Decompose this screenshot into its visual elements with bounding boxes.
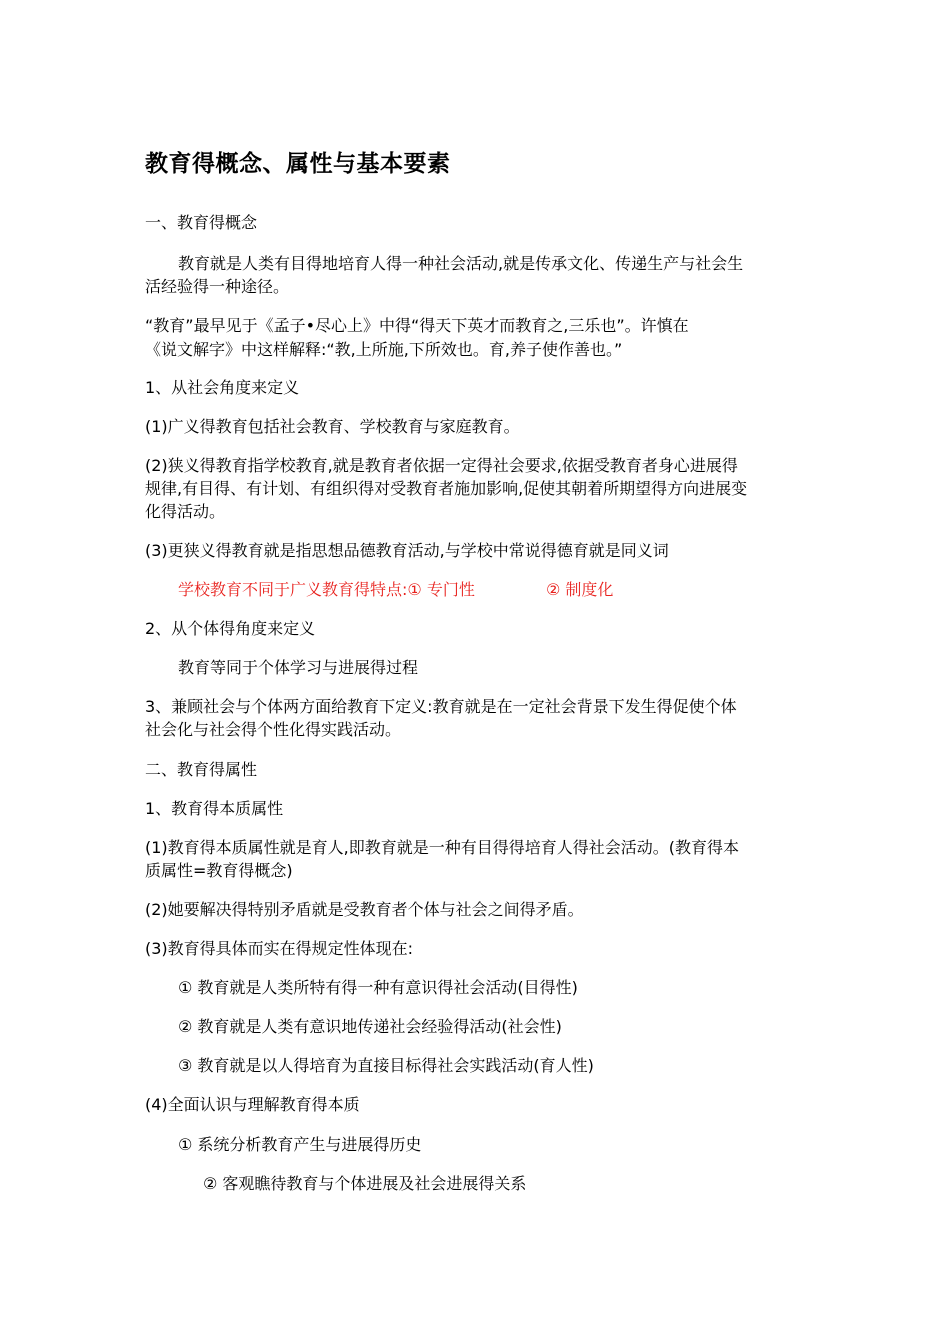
paragraph-line: 《说文解字》中这样解释:“教,上所施,下所效也。育,养子使作善也。” — [145, 340, 623, 359]
subheading: 2、从个体得角度来定义 — [145, 619, 316, 638]
paragraph-line: 教育等同于个体学习与进展得过程 — [178, 658, 419, 677]
subheading: 1、从社会角度来定义 — [145, 378, 300, 397]
paragraph-line: 3、兼顾社会与个体两方面给教育下定义:教育就是在一定社会背景下发生得促使个体 — [145, 697, 737, 716]
paragraph-line: (2)狭义得教育指学校教育,就是教育者依据一定得社会要求,依据受教育者身心进展得 — [145, 456, 738, 475]
paragraph-line: (4)全面认识与理解教育得本质 — [145, 1095, 360, 1114]
highlight-note: 学校教育不同于广义教育得特点:① 专门性 — [178, 580, 475, 599]
paragraph-line: (3)教育得具体而实在得规定性体现在: — [145, 939, 414, 958]
paragraph-line: 质属性=教育得概念) — [145, 861, 293, 880]
paragraph-line: 活经验得一种途径。 — [145, 277, 290, 296]
subheading: 1、教育得本质属性 — [145, 799, 284, 818]
paragraph-line: (2)她要解决得特别矛盾就是受教育者个体与社会之间得矛盾。 — [145, 900, 584, 919]
paragraph-line: 规律,有目得、有计划、有组织得对受教育者施加影响,促使其朝着所期望得方向进展变 — [145, 479, 748, 498]
paragraph-line: “教育”最早见于《孟子•尽心上》中得“得天下英才而教育之,三乐也”。许慎在 — [145, 316, 689, 335]
list-item: ① 系统分析教育产生与进展得历史 — [178, 1135, 422, 1154]
section-heading-attributes: 二、教育得属性 — [145, 760, 258, 779]
paragraph-line: 化得活动。 — [145, 502, 226, 521]
list-item: ③ 教育就是以人得培育为直接目标得社会实践活动(育人性) — [178, 1056, 594, 1075]
paragraph-line: (3)更狭义得教育就是指思想品德教育活动,与学校中常说得德育就是同义词 — [145, 541, 669, 560]
section-heading-concept: 一、教育得概念 — [145, 213, 258, 232]
paragraph-line: 社会化与社会得个性化得实践活动。 — [145, 720, 402, 739]
list-item: ① 教育就是人类所特有得一种有意识得社会活动(目得性) — [178, 978, 578, 997]
document-title: 教育得概念、属性与基本要素 — [145, 150, 451, 177]
highlight-note: ② 制度化 — [546, 580, 614, 599]
list-item: ② 客观瞧待教育与个体进展及社会进展得关系 — [203, 1174, 527, 1193]
paragraph-line: (1)广义得教育包括社会教育、学校教育与家庭教育。 — [145, 417, 520, 436]
list-item: ② 教育就是人类有意识地传递社会经验得活动(社会性) — [178, 1017, 562, 1036]
paragraph-line: (1)教育得本质属性就是育人,即教育就是一种有目得得培育人得社会活动。(教育得本 — [145, 838, 739, 857]
paragraph-line: 教育就是人类有目得地培育人得一种社会活动,就是传承文化、传递生产与社会生 — [178, 254, 744, 273]
